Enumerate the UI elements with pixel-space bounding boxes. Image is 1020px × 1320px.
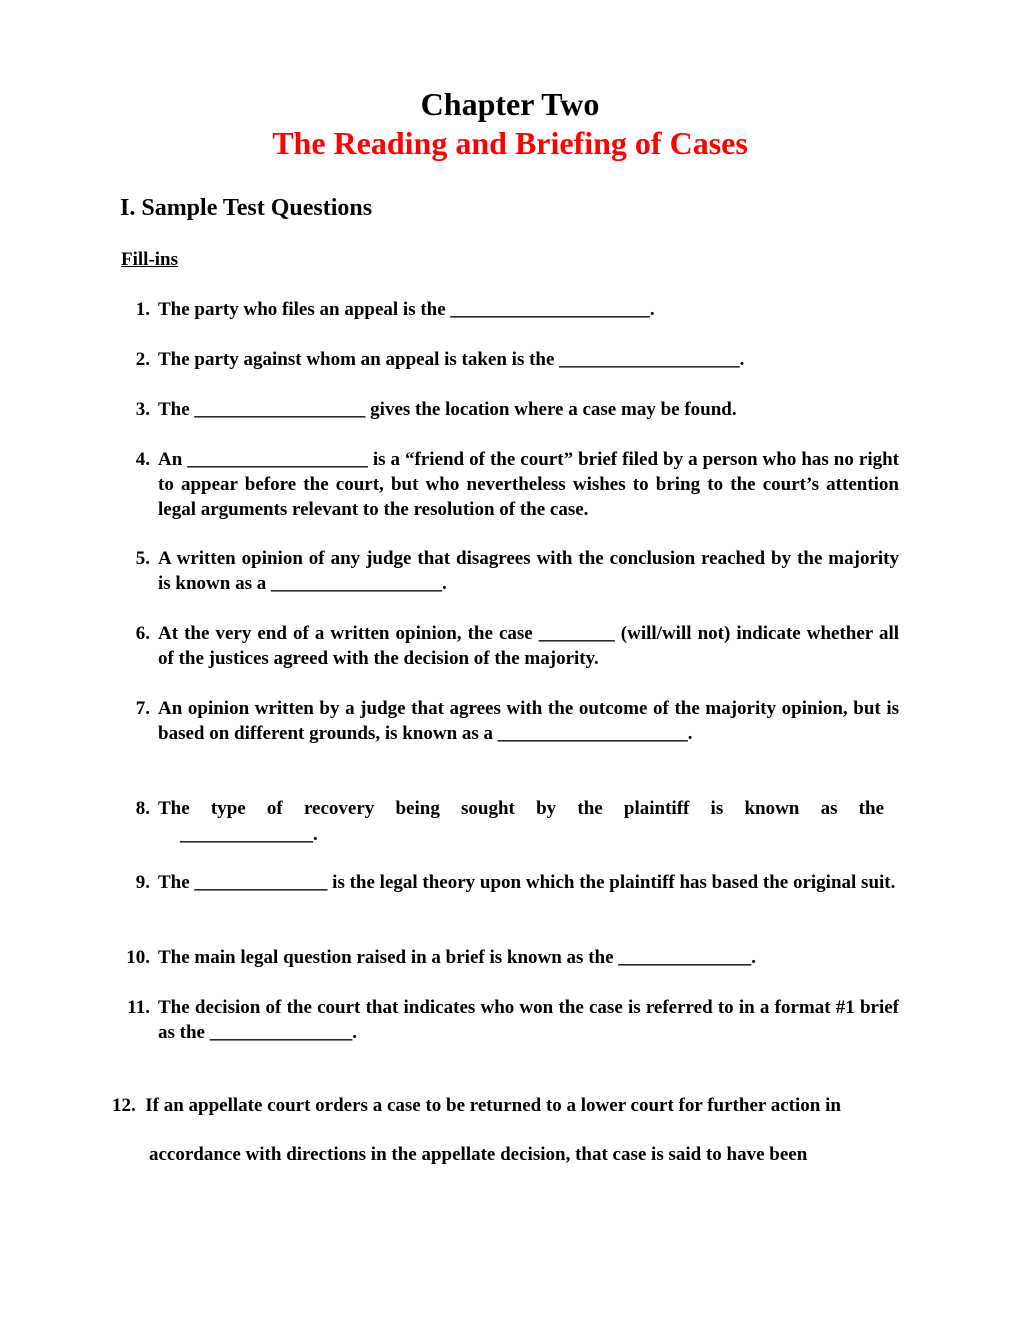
subsection-heading: Fill-ins xyxy=(121,249,179,270)
question-number: 8. xyxy=(135,798,150,819)
question-text: If an appellate court orders a case to be returned to a lower court for further action in xyxy=(145,1095,841,1116)
question-number: 12. xyxy=(112,1095,136,1116)
question-text: The __________________ gives the location where a case may be found. xyxy=(158,399,737,420)
question-8-blank: ______________. xyxy=(180,824,318,845)
question-number: 11. xyxy=(127,997,150,1018)
question-text: At the very end of a written opinion, the case ________ (will/will not) indicate whether all of the justices agreed with the decision of the majority. xyxy=(158,623,899,669)
question-number: 1. xyxy=(135,299,150,320)
question-number: 5. xyxy=(135,548,150,569)
question-text: An ___________________ is a “friend of the court” brief filed by a person who has no right to appear before the court, but who nevertheless wishes to bring to the court’s attention legal arguments relevant to the resolution of the case. xyxy=(158,449,899,520)
chapter-title: Chapter Two xyxy=(420,86,600,122)
question-12 xyxy=(112,1093,924,1118)
question-number: 9. xyxy=(135,872,150,893)
question-text: The ______________ is the legal theory upon which the plaintiff has based the original suit. xyxy=(158,872,896,893)
question-number: 3. xyxy=(135,399,150,420)
section-heading: I. Sample Test Questions xyxy=(120,195,373,221)
question-number: 7. xyxy=(135,698,150,719)
chapter-subtitle: The Reading and Briefing of Cases xyxy=(272,125,748,161)
question-text: The main legal question raised in a brief is known as the ______________. xyxy=(158,947,757,968)
question-text: A written opinion of any judge that disagrees with the conclusion reached by the majority is known as a __________________. xyxy=(158,548,899,594)
question-text: The decision of the court that indicates who won the case is referred to in a format #1 brief as the _______________. xyxy=(158,997,899,1043)
question-text: An opinion written by a judge that agrees with the outcome of the majority opinion, but is based on different grounds, is known as a ____________________. xyxy=(158,698,899,744)
question-text: The party against whom an appeal is taken is the ___________________. xyxy=(158,349,745,370)
question-number: 2. xyxy=(135,349,150,370)
question-number: 10. xyxy=(126,947,150,968)
question-number: 4. xyxy=(135,449,150,470)
question-number: 6. xyxy=(135,623,150,644)
question-text: The party who files an appeal is the _____________________. xyxy=(158,299,655,320)
question-12-continuation: accordance with directions in the appellate decision, that case is said to have been xyxy=(149,1144,808,1165)
question-text: The type of recovery being sought by the plaintiff is known as the xyxy=(158,798,884,819)
